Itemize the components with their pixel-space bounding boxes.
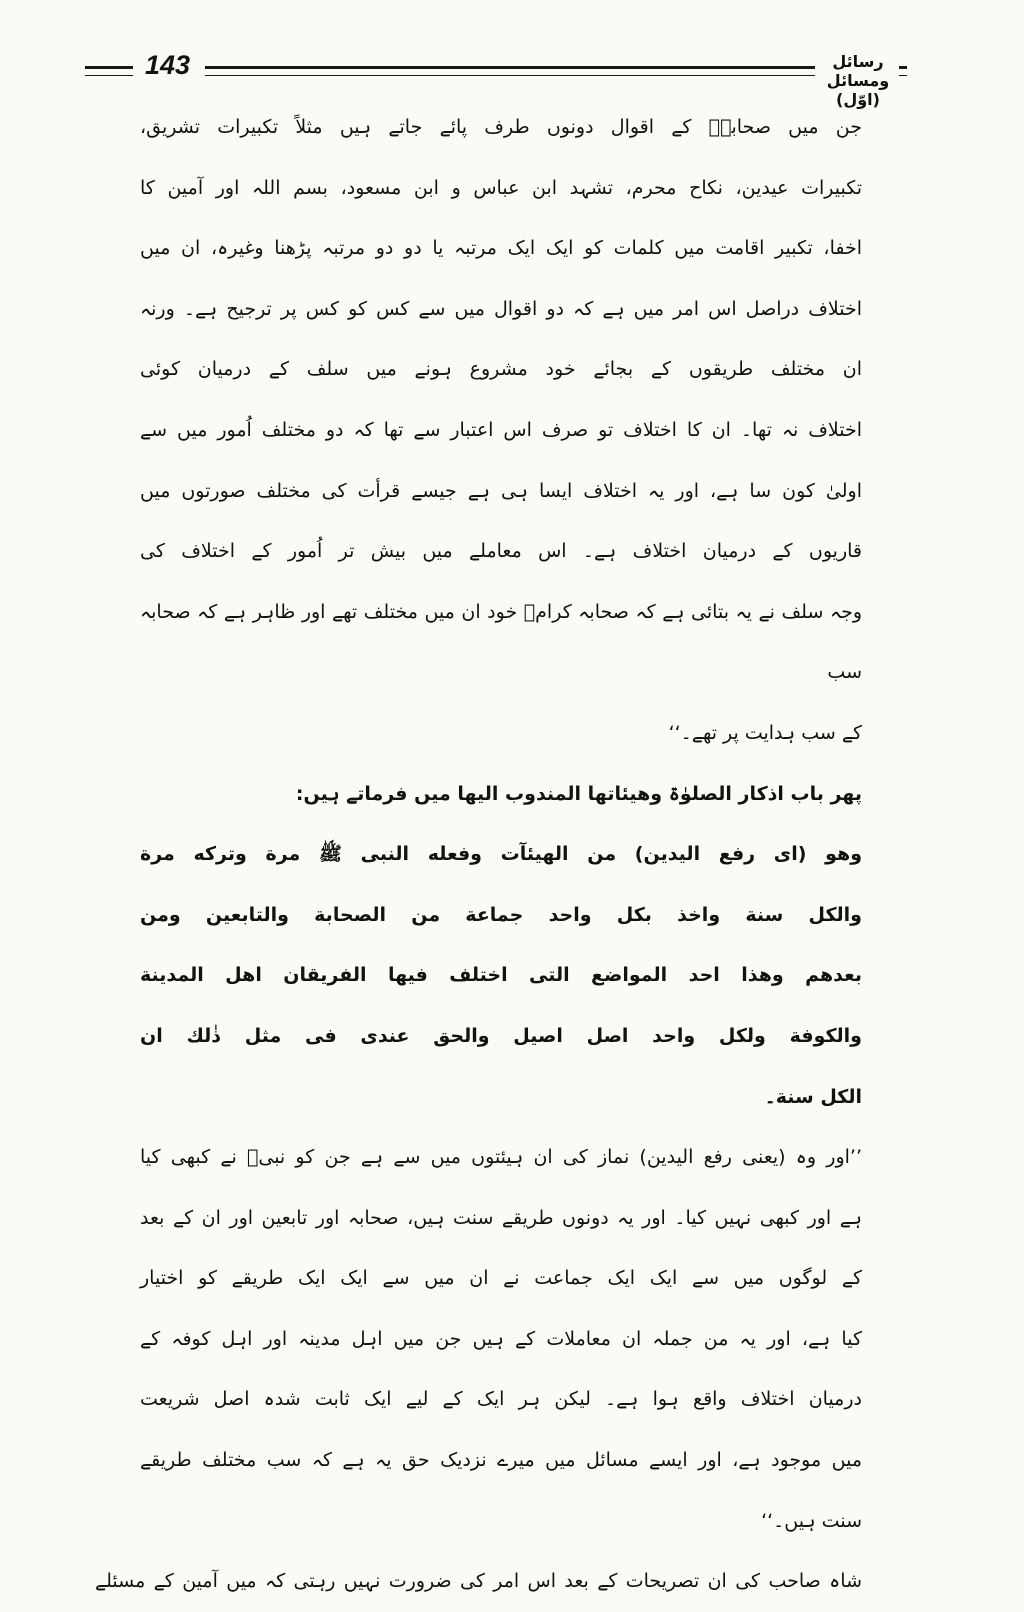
- text-line: ان مختلف طریقوں کے بجائے خود مشروع ہونے میں سلف کے درمیان کوئی: [140, 358, 862, 381]
- page-number: 143: [145, 50, 191, 80]
- arabic-quote-line: بعدهم وهذا احد المواضع التى اختلف فيها الفريقان اهل المدينة: [140, 964, 862, 987]
- page-header: [85, 50, 907, 109]
- translation-line: ’’اور وہ (یعنی رفع الیدین) نماز کی ان ہیئتوں میں سے ہے جن کو نبیؐ نے کبھی کیا: [140, 1146, 862, 1169]
- text-line: تکبیرات عیدین، نکاح محرم، تشہد ابن عباس و ابن مسعود، بسم اللہ اور آمین کا: [140, 176, 862, 199]
- running-title: رسائل ومسائل (اوّل): [826, 52, 890, 109]
- translation-line: کے لوگوں میں سے ایک ایک جماعت نے ان میں سے ایک ایک طریقے کو اختیار: [140, 1267, 862, 1290]
- translation-line: میں موجود ہے، اور ایسے مسائل میں میرے نزدیک حق یہ ہے کہ سب مختلف طریقے: [140, 1449, 862, 1472]
- text-line: وجہ سلف نے یہ بتائی ہے کہ صحابہ کرامؓ خود ان میں مختلف تھے اور ظاہر ہے کہ صحابہ سب: [140, 600, 862, 684]
- page-body: [95, 97, 862, 1612]
- translation-line: ہے اور کبھی نہیں کیا۔ اور یہ دونوں طریقے سنت ہیں، صحابہ اور تابعین اور ان کے بعد: [140, 1206, 862, 1229]
- header-rule-middle: [205, 66, 815, 76]
- arabic-quote-line: الكل سنة۔: [764, 1085, 862, 1108]
- text-line: اخفا، تکبیر اقامت میں کلمات کو ایک ایک مرتبہ یا دو دو مرتبہ پڑھنا وغیرہ، ان میں: [140, 237, 862, 260]
- arabic-quote-line: والكوفة ولكل واحد اصل اصيل والحق عندى فى مثل ذٰلك ان: [140, 1024, 862, 1047]
- translation-line: سنت ہیں۔‘‘: [761, 1509, 862, 1532]
- text-line: قاریوں کے درمیان اختلاف ہے۔ اس معاملے میں بیش تر اُمور کے اختلاف کی: [140, 540, 862, 563]
- text-line: اختلاف نہ تھا۔ ان کا اختلاف تو صرف اس اعتبار سے تھا کہ دو مختلف اُمور میں سے: [140, 418, 862, 441]
- translation-line: کیا ہے، اور یہ من جملہ ان معاملات کے ہیں جن میں اہل مدینہ اور اہل کوفہ کے: [140, 1327, 862, 1350]
- text-line: جن میں صحابہؓ کے اقوال دونوں طرف پائے جاتے ہیں مثلاً تکبیرات تشریق،: [140, 116, 862, 138]
- arabic-quote-line: وهو (اى رفع اليدين) من الهيئآت وفعله النبى ﷺ مرة وتركه مرة: [140, 843, 862, 866]
- section-intro-line: پھر باب اذکار الصلوٰۃ وھیئاتھا المندوب الیھا میں فرماتے ہیں:: [295, 782, 862, 805]
- text-line: اولیٰ کون سا ہے، اور یہ اختلاف ایسا ہی ہے جیسے قرأت کی مختلف صورتوں میں: [140, 479, 862, 502]
- header-rule-right: [899, 66, 907, 76]
- text-line: شاہ صاحب کی ان تصریحات کے بعد اس امر کی ضرورت نہیں رہتی کہ میں آمین کے مسئلے: [95, 1570, 862, 1593]
- arabic-quote-line: والكل سنة واخذ بكل واحد جماعة من الصحابة والتابعين ومن: [140, 903, 862, 926]
- text-line: اختلاف دراصل اس امر میں ہے کہ دو اقوال میں سے کس کو کس پر ترجیح ہے۔ ورنہ: [140, 297, 862, 320]
- header-rule-left: [85, 66, 133, 76]
- text-line: کے سب ہدایت پر تھے۔‘‘: [668, 721, 862, 744]
- translation-line: درمیان اختلاف واقع ہوا ہے۔ لیکن ہر ایک کے لیے ایک ثابت شدہ اصل شریعت: [140, 1388, 862, 1411]
